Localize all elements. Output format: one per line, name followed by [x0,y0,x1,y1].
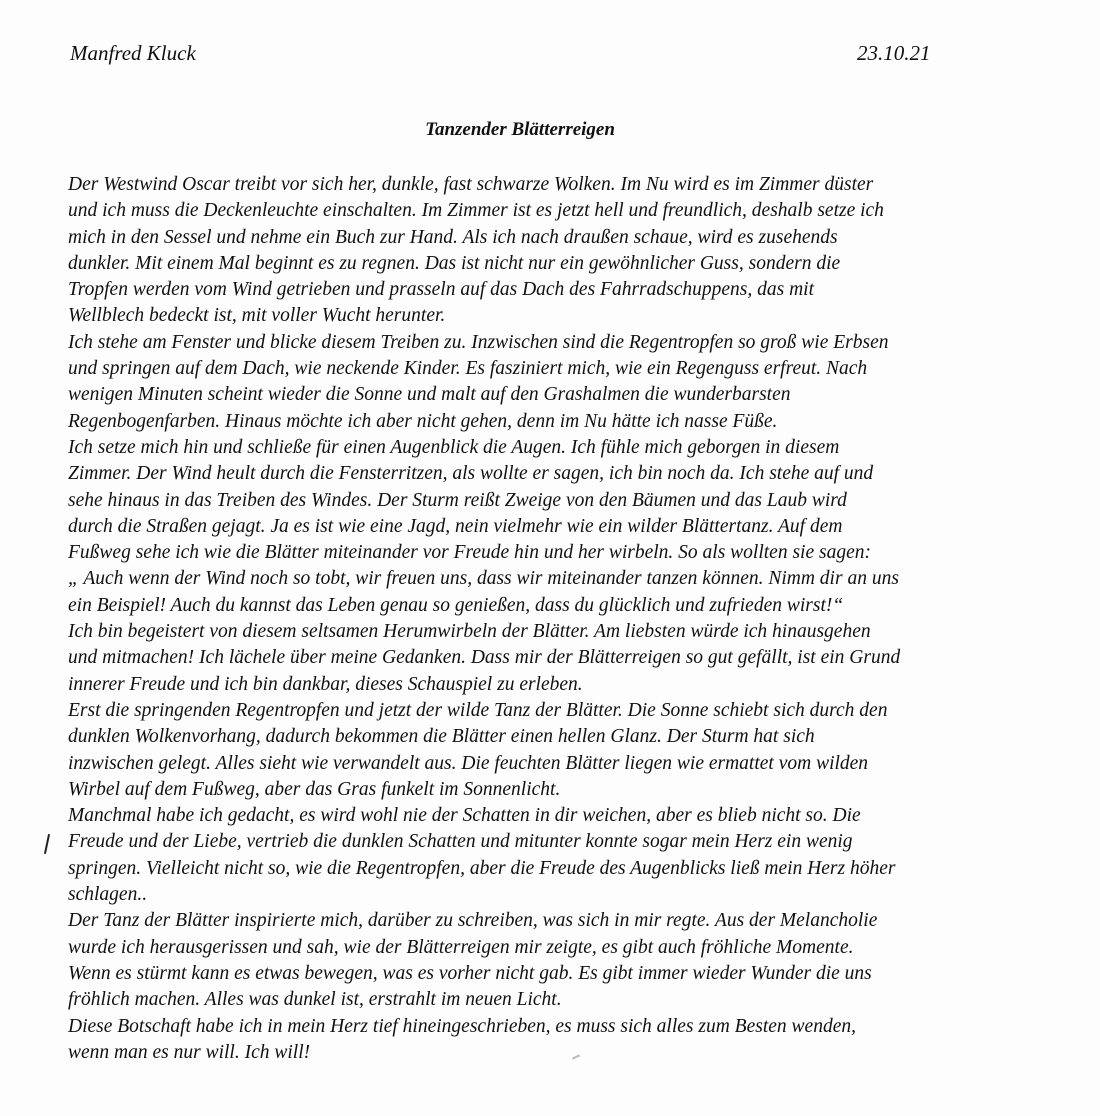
text-line: wurde ich herausgerissen und sah, wie der Blätterreigen mir zeigte, es gibt auch fröhliche Momente. [68,936,854,958]
text-line: schlagen.. [68,884,148,906]
text-line: ein Beispiel! Auch du kannst das Leben genau so genießen, dass du glücklich und zufrieden wirst!“ [68,594,844,616]
text-line: Wirbel auf dem Fußweg, aber das Gras funkelt im Sonnenlicht. [68,778,561,800]
margin-pen-mark [44,834,50,854]
text-line: Der Tanz der Blätter inspirierte mich, darüber zu schreiben, was sich in mir regte. Aus der Melancholie [68,910,878,932]
body-text [68,172,1028,1066]
text-line: Freude und der Liebe, vertrieb die dunklen Schatten und mitunter konnte sogar mein Herz ein wenig [68,831,853,853]
text-line: Regenbogenfarben. Hinaus möchte ich aber nicht gehen, denn im Nu hätte ich nasse Füße. [68,410,778,432]
text-line: wenn man es nur will. Ich will! [68,1041,311,1063]
text-line: dunklen Wolkenvorhang, dadurch bekommen die Blätter einen hellen Glanz. Der Sturm hat sich [68,726,815,748]
text-line: Manchmal habe ich gedacht, es wird wohl nie der Schatten in dir weichen, aber es blieb nicht so. Die [68,805,861,827]
text-line: inzwischen gelegt. Alles sieht wie verwandelt aus. Die feuchten Blätter liegen wie ermattet vom wilden [68,752,869,774]
text-line: Zimmer. Der Wind heult durch die Fensterritzen, als wollte er sagen, ich bin noch da. Ich stehe auf und [68,463,874,485]
text-line: Der Westwind Oscar treibt vor sich her, dunkle, fast schwarze Wolken. Im Nu wird es im Zimmer düster [68,174,874,195]
text-line: Wellblech bedeckt ist, mit voller Wucht herunter. [68,305,446,327]
document-date: 23.10.21 [857,41,931,65]
text-line: Fußweg sehe ich wie die Blätter miteinander vor Freude hin und her wirbeln. So als wollten sie sagen: [68,542,871,564]
text-line: und springen auf dem Dach, wie neckende Kinder. Es fasziniert mich, wie ein Regenguss erfreut. Nach [68,358,868,380]
text-line: innerer Freude und ich bin dankbar, dieses Schauspiel zu erleben. [68,673,583,695]
text-line: mich in den Sessel und nehme ein Buch zur Hand. Als ich nach draußen schaue, wird es zusehends [68,226,838,248]
text-line: Diese Botschaft habe ich in mein Herz tief hineingeschrieben, es muss sich alles zum Besten wenden, [68,1015,856,1037]
text-line: „ Auch wenn der Wind noch so tobt, wir freuen uns, dass wir miteinander tanzen können. Nimm dir an uns [68,568,899,590]
text-line: Ich stehe am Fenster und blicke diesem Treiben zu. Inzwischen sind die Regentropfen so groß wie Erbsen [68,331,889,353]
text-line: Tropfen werden vom Wind getrieben und prasseln auf das Dach des Fahrradschuppens, das mit [68,279,815,301]
text-line: Erst die springenden Regentropfen und jetzt der wilde Tanz der Blätter. Die Sonne schiebt sich durch den [68,699,888,721]
text-line: Ich setze mich hin und schließe für einen Augenblick die Augen. Ich fühle mich geborgen in diesem [68,436,840,458]
document-title: Tanzender Blätterreigen [425,119,615,140]
text-line: und mitmachen! Ich lächele über meine Gedanken. Dass mir der Blätterreigen so gut gefällt, ist ein Grund [68,647,901,669]
text-line: fröhlich machen. Alles was dunkel ist, erstrahlt im neuen Licht. [68,989,562,1011]
author-name: Manfred Kluck [70,41,196,65]
text-line: wenigen Minuten scheint wieder die Sonne und malt auf den Grashalmen die wunderbarsten [68,384,791,406]
text-line: sehe hinaus in das Treiben des Windes. Der Sturm reißt Zweige von den Bäumen und das Laub wird [68,489,847,511]
text-line: durch die Straßen gejagt. Ja es ist wie eine Jagd, nein vielmehr wie ein wilder Blättertanz. Auf dem [68,515,843,537]
text-line: Ich bin begeistert von diesem seltsamen Herumwirbeln der Blätter. Am liebsten würde ich hinausgehen [68,621,871,643]
text-line: und ich muss die Deckenleuchte einschalten. Im Zimmer ist es jetzt hell und freundlich, deshalb setze ich [68,200,884,222]
text-line: Wenn es stürmt kann es etwas bewegen, was es vorher nicht gab. Es gibt immer wieder Wunder die uns [68,962,872,984]
text-line: springen. Vielleicht nicht so, wie die Regentropfen, aber die Freude des Augenblicks ließ mein Herz höher [68,857,896,879]
text-line: dunkler. Mit einem Mal beginnt es zu regnen. Das ist nicht nur ein gewöhnlicher Guss, sondern die [68,252,841,274]
